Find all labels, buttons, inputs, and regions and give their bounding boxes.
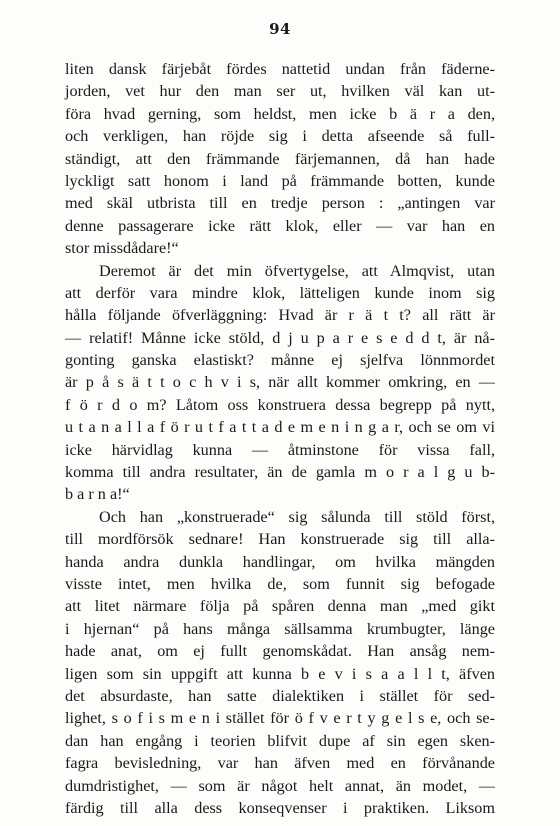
page-number: 94 xyxy=(269,20,291,38)
text-line: liten dansk färjebåt fördes nattetid undan från fäderne- xyxy=(65,60,495,78)
text-line: u t a n a l l a f ö r u t f a t t a d e m e n i n g a r, och se om vi xyxy=(65,418,495,437)
text-line: i hjernan“ på hans många sällsamma krumbugter, länge xyxy=(65,619,495,638)
text-line: visste intet, men hvilka de, som funnit sig befogade xyxy=(65,574,495,593)
text-line: handa andra dunkla handlingar, om hvilka mängden xyxy=(65,552,495,571)
text-line: f ö r d o m? Låtom oss konstruera dessa begrepp på nytt, xyxy=(65,395,495,414)
text-line: — relatif! Månne icke stöld, d j u p a r e s e d d t, är nå- xyxy=(65,328,495,347)
text-line: fagra bevisledning, var han äfven med en förvånande xyxy=(65,754,495,773)
text-line: gonting ganska elastiskt? månne ej sjelfva lönnmordet xyxy=(65,351,495,370)
text-line: är p å s ä t t o c h v i s, när allt kommer omkring, en — xyxy=(65,373,495,392)
text-line: hade anat, om ej fullt genomskådat. Han ansåg nem- xyxy=(65,642,495,661)
text-line: lighet, s o f i s m e n i stället för ö f v e r t y g e l s e, och se- xyxy=(65,709,495,728)
text-line: hålla följande öfverläggning: Hvad är r ä t t? all rätt är xyxy=(65,306,495,325)
text-line: jorden, vet hur den man ser ut, hvilken väl kan ut- xyxy=(65,82,495,101)
text-line: färdig till alla dess konseqvenser i praktiken. Liksom xyxy=(65,798,495,817)
text-line: komma till andra resultater, än de gamla m o r a l g u b- xyxy=(65,463,495,482)
text-line: stor missdådare!“ xyxy=(65,239,179,258)
text-line: till mordförsök sednare! Han konstruerade sig till alla- xyxy=(65,530,495,549)
text-line: att litet närmare följa på spåren denna man „med gikt xyxy=(65,597,495,616)
text-line: föra hvad gerning, som heldst, men icke b ä r a den, xyxy=(65,104,495,123)
text-line: b a r n a!“ xyxy=(65,485,130,504)
text-line: ligen som sin uppgift att kunna b e v i s a a l l t, äfven xyxy=(65,664,495,683)
text-line: lyckligt satt honom i land på främmande botten, kunde xyxy=(65,171,495,190)
text-line: ständigt, att den främmande färjemannen, då han hade xyxy=(65,149,495,168)
text-line: Och han „konstruerade“ sig sålunda till stöld först, xyxy=(99,507,495,526)
text-line: det absurdaste, han satte dialektiken i stället för sed- xyxy=(65,686,495,705)
text-line: och verkligen, han röjde sig i detta afseende så full- xyxy=(65,127,495,146)
text-line: icke härvidlag kunna — åtminstone för vissa fall, xyxy=(65,440,495,459)
text-line: Deremot är det min öfvertygelse, att Almqvist, utan xyxy=(99,261,495,280)
text-line: med skäl utbrista till en tredje person : „antingen var xyxy=(65,194,495,213)
text-line: dan han engång i teorien blifvit dupe af sin egen sken- xyxy=(65,731,495,750)
text-line: dumdristighet, — som är något helt annat, än modet, — xyxy=(65,776,495,795)
text-line: att derför vara mindre klok, lätteligen kunde inom sig xyxy=(65,283,495,302)
body-text xyxy=(65,58,495,819)
text-line: denne passagerare icke rätt klok, eller — var han en xyxy=(65,216,495,235)
